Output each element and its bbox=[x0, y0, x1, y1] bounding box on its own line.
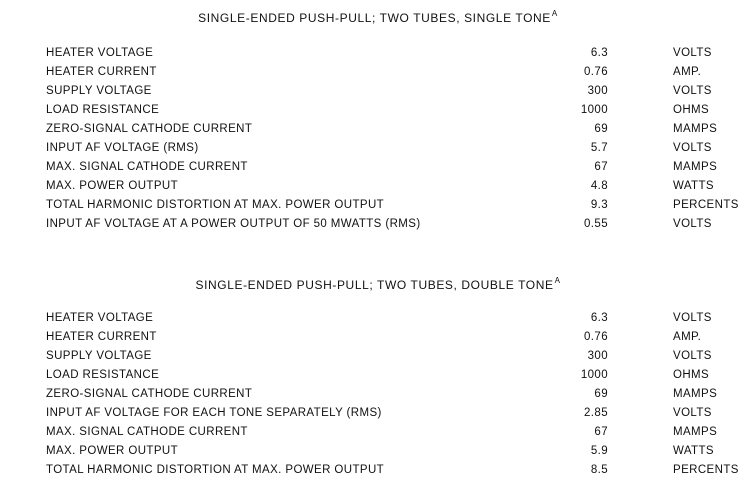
spec-value: 9.3 bbox=[590, 199, 608, 211]
spec-table bbox=[0, 45, 756, 235]
spec-row bbox=[0, 45, 756, 64]
spec-unit: VOLTS bbox=[673, 350, 712, 362]
spec-value: 4.8 bbox=[590, 180, 608, 192]
spec-row bbox=[0, 367, 756, 386]
footnote-marker: A bbox=[551, 9, 558, 18]
spec-value: 67 bbox=[594, 161, 608, 173]
spec-label: INPUT AF VOLTAGE FOR EACH TONE SEPARATELY (RMS) bbox=[46, 407, 382, 419]
spec-table bbox=[0, 310, 756, 481]
spec-label: HEATER CURRENT bbox=[46, 66, 157, 78]
spec-unit: PERCENTS bbox=[673, 464, 739, 476]
spec-row bbox=[0, 443, 756, 462]
spec-unit: VOLTS bbox=[673, 85, 712, 97]
spec-row bbox=[0, 462, 756, 481]
spec-label: HEATER VOLTAGE bbox=[46, 47, 154, 59]
spec-row bbox=[0, 121, 756, 140]
spec-row bbox=[0, 348, 756, 367]
spec-row bbox=[0, 102, 756, 121]
spec-label: MAX. POWER OUTPUT bbox=[46, 445, 179, 457]
spec-unit: MAMPS bbox=[673, 161, 718, 173]
spec-row bbox=[0, 405, 756, 424]
spec-unit: WATTS bbox=[673, 180, 714, 192]
spec-unit: AMP. bbox=[673, 331, 702, 343]
spec-unit: WATTS bbox=[673, 445, 714, 457]
spec-value: 0.76 bbox=[584, 66, 608, 78]
spec-label: MAX. SIGNAL CATHODE CURRENT bbox=[46, 161, 248, 173]
spec-row bbox=[0, 386, 756, 405]
spec-label: ZERO-SIGNAL CATHODE CURRENT bbox=[46, 123, 253, 135]
footnote-marker: A bbox=[554, 276, 561, 285]
spec-row bbox=[0, 216, 756, 235]
spec-label: HEATER VOLTAGE bbox=[46, 312, 154, 324]
spec-value: 67 bbox=[594, 426, 608, 438]
spec-row bbox=[0, 310, 756, 329]
spec-row bbox=[0, 159, 756, 178]
spec-label: TOTAL HARMONIC DISTORTION AT MAX. POWER OUTPUT bbox=[46, 199, 385, 211]
spec-value: 1000 bbox=[580, 104, 608, 116]
section-title-text: SINGLE-ENDED PUSH-PULL; TWO TUBES, DOUBLE TONE bbox=[195, 278, 554, 292]
spec-label: ZERO-SIGNAL CATHODE CURRENT bbox=[46, 388, 253, 400]
spec-value: 2.85 bbox=[584, 407, 608, 419]
spec-label: TOTAL HARMONIC DISTORTION AT MAX. POWER OUTPUT bbox=[46, 464, 385, 476]
spec-unit: OHMS bbox=[673, 104, 710, 116]
spec-value: 6.3 bbox=[590, 47, 608, 59]
spec-unit: VOLTS bbox=[673, 142, 712, 154]
spec-unit: VOLTS bbox=[673, 407, 712, 419]
section-title bbox=[0, 276, 756, 292]
spec-unit: MAMPS bbox=[673, 426, 718, 438]
spec-label: SUPPLY VOLTAGE bbox=[46, 85, 152, 97]
spec-label: MAX. SIGNAL CATHODE CURRENT bbox=[46, 426, 248, 438]
spec-value: 1000 bbox=[580, 369, 608, 381]
spec-value: 8.5 bbox=[590, 464, 608, 476]
spec-unit: VOLTS bbox=[673, 312, 712, 324]
spec-unit: PERCENTS bbox=[673, 199, 739, 211]
spec-label: LOAD RESISTANCE bbox=[46, 369, 160, 381]
spec-value: 69 bbox=[594, 388, 608, 400]
spec-label: LOAD RESISTANCE bbox=[46, 104, 160, 116]
spec-value: 0.55 bbox=[584, 218, 608, 230]
spec-row bbox=[0, 64, 756, 83]
spec-row bbox=[0, 197, 756, 216]
spec-unit: VOLTS bbox=[673, 218, 712, 230]
spec-value: 300 bbox=[587, 350, 608, 362]
spec-label: INPUT AF VOLTAGE AT A POWER OUTPUT OF 50 MWATTS (RMS) bbox=[46, 218, 421, 230]
spec-value: 0.76 bbox=[584, 331, 608, 343]
spec-label: HEATER CURRENT bbox=[46, 331, 157, 343]
spec-row bbox=[0, 424, 756, 443]
spec-unit: OHMS bbox=[673, 369, 710, 381]
spec-label: SUPPLY VOLTAGE bbox=[46, 350, 152, 362]
section-title-text: SINGLE-ENDED PUSH-PULL; TWO TUBES, SINGLE TONE bbox=[198, 11, 551, 25]
spec-row bbox=[0, 329, 756, 348]
spec-value: 6.3 bbox=[590, 312, 608, 324]
spec-label: MAX. POWER OUTPUT bbox=[46, 180, 179, 192]
spec-value: 5.9 bbox=[590, 445, 608, 457]
spec-row bbox=[0, 83, 756, 102]
spec-value: 69 bbox=[594, 123, 608, 135]
spec-value: 5.7 bbox=[590, 142, 608, 154]
spec-unit: MAMPS bbox=[673, 123, 718, 135]
section-title bbox=[0, 9, 756, 25]
spec-unit: MAMPS bbox=[673, 388, 718, 400]
spec-label: INPUT AF VOLTAGE (RMS) bbox=[46, 142, 199, 154]
spec-value: 300 bbox=[587, 85, 608, 97]
spec-unit: VOLTS bbox=[673, 47, 712, 59]
spec-unit: AMP. bbox=[673, 66, 702, 78]
spec-row bbox=[0, 140, 756, 159]
spec-row bbox=[0, 178, 756, 197]
